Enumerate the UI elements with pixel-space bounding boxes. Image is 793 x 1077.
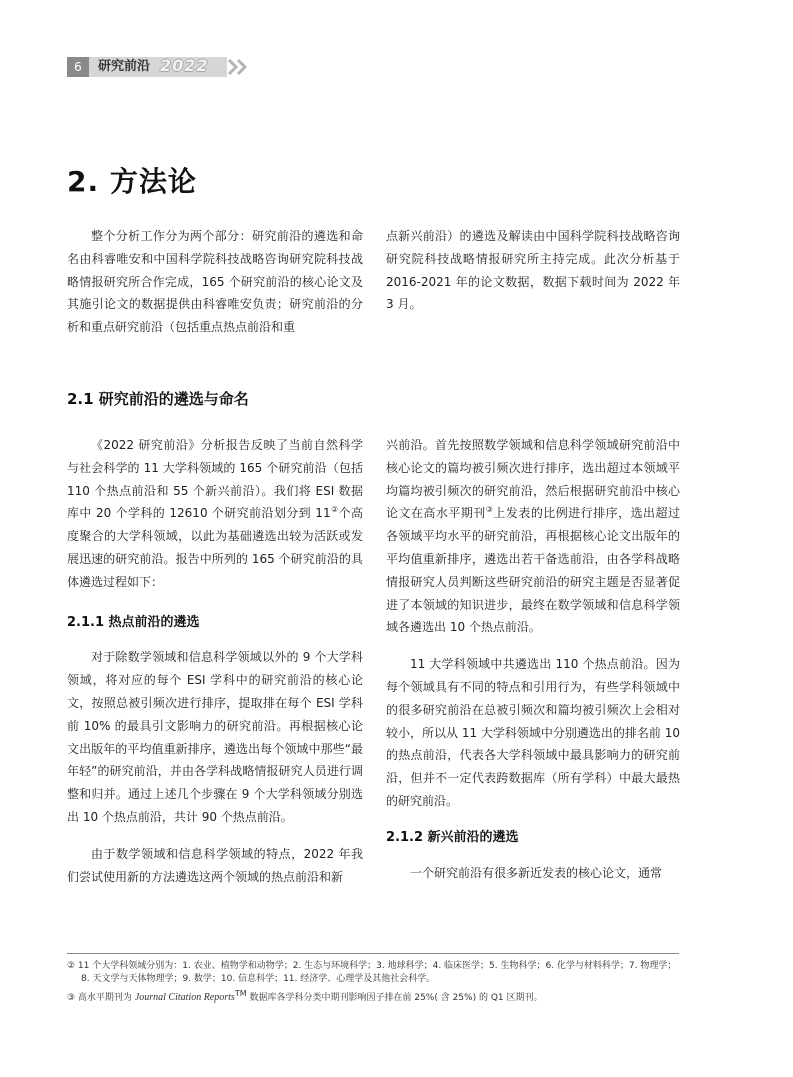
- selection-overview-paragraph: 《2022 研究前沿》分析报告反映了当前自然科学与社会科学的 11 大学科领域的 165 个研究前沿（包括 110 个热点前沿和 55 个新兴前沿）。我们将 ESI 数据库中 20 个学科的 12610 个研究前沿划分到 11②个高度聚合的大学科领域，以此为基础遴选出较为活跃或发展迅速的研究前沿。报告中所列的 165 个研究前沿的具体遴选过程如下：: [67, 438, 363, 589]
- footnote-ref-2: ②: [330, 505, 339, 515]
- section-heading: 2.1 研究前沿的遴选与命名: [67, 390, 249, 408]
- intro-paragraph-left: 整个分析工作分为两个部分：研究前沿的遴选和命名由科睿唯安和中国科学院科技战略咨询研究院科技战略情报研究所合作完成，165 个研究前沿的核心论文及其施引论文的数据提供由科睿唯安负责；研究前沿的分析和重点研究前沿（包括重点热点前沿和重: [67, 229, 363, 335]
- running-header-year: 2022: [160, 56, 209, 75]
- math-info-continuation-paragraph: 兴前沿。首先按照数学领域和信息科学领域研究前沿中核心论文的篇均被引频次进行排序，选出超过本领域平均篇均被引频次的研究前沿，然后根据研究前沿中核心论文在高水平期刊③上发表的比例进行排序，选出超过各领域平均水平的研究前沿，再根据核心论文出版年的平均值重新排序，遴选出若干备选前沿，由各学科战略情报研究人员判断这些研究前沿的研究主题是否显著促进了本领域的知识进步，最终在数学领域和信息科学领域各遴选出 10 个热点前沿。: [386, 438, 680, 635]
- page-number: 6: [67, 57, 89, 77]
- intro-right-column: [386, 225, 680, 316]
- chapter-title: 2. 方法论: [67, 165, 197, 198]
- hot-fronts-paragraph: 对于除数学领域和信息科学领域以外的 9 个大学科领域，将对应的每个 ESI 学科中的研究前沿的核心论文，按照总被引频次进行排序，提取排在每个 ESI 学科前 10% 的最具引文影响力的研究前沿。再根据核心论文出版年的平均值重新排序，遴选出每个领域中那些“最年轻”的研究前沿，并由各学科战略情报研究人员进行调整和归并。通过上述几个步骤在 9 个大学科领域分别选出 10 个热点前沿，共计 90 个热点前沿。: [67, 650, 363, 824]
- section-left-column: [67, 434, 363, 888]
- math-info-paragraph: 由于数学领域和信息科学领域的特点，2022 年我们尝试使用新的方法遴选这两个领域的热点前沿和新: [67, 846, 363, 884]
- intro-left-column: [67, 225, 363, 339]
- footnote-ref-3: ③: [485, 505, 494, 515]
- section-right-column: [386, 434, 680, 884]
- subsection-heading-emerging-fronts: 2.1.2 新兴前沿的遴选: [386, 829, 519, 845]
- running-header-title: 研究前沿: [98, 59, 151, 74]
- footnote-divider: [67, 953, 679, 954]
- intro-paragraph-right: 点新兴前沿）的遴选及解读由中国科学院科技战略咨询研究院科技战略情报研究所主持完成。此次分析基于 2016-2021 年的论文数据，数据下载时间为 2022 年 3 月。: [386, 229, 680, 312]
- footnote-3: ③ 高水平期刊为 Journal Citation Reports™ 数据库各学科分类中期刊影响因子排在前 25%( 含 25%) 的 Q1 区期刊。: [67, 989, 543, 1003]
- double-chevron-right-icon: [226, 57, 252, 77]
- footnotes: [67, 960, 679, 1010]
- hot-fronts-summary-paragraph: 11 大学科领域中共遴选出 110 个热点前沿。因为每个领域具有不同的特点和引用行为，有些学科领域中的很多研究前沿在总被引频次和篇均被引频次上会相对较小，所以从 11 大学科领域中分别遴选出的排名前 10 的热点前沿，代表各大学科领域中最具影响力的研究前沿，但并不一定代表跨数据库（所有学科）中最大最热的研究前沿。: [386, 657, 680, 808]
- subsection-heading-hot-fronts: 2.1.1 热点前沿的遴选: [67, 614, 200, 630]
- emerging-fronts-paragraph: 一个研究前沿有很多新近发表的核心论文，通常: [410, 865, 663, 880]
- footnote-2: ② 11 个大学科领域分别为：1. 农业、植物学和动物学；2. 生态与环境科学；3. 地球科学；4. 临床医学；5. 生物科学；6. 化学与材料科学；7. 物理学； 8. 天文学与天体物理学；9. 数学；10. 信息科学；11. 经济学、心理学及其他社会科学。: [67, 961, 677, 984]
